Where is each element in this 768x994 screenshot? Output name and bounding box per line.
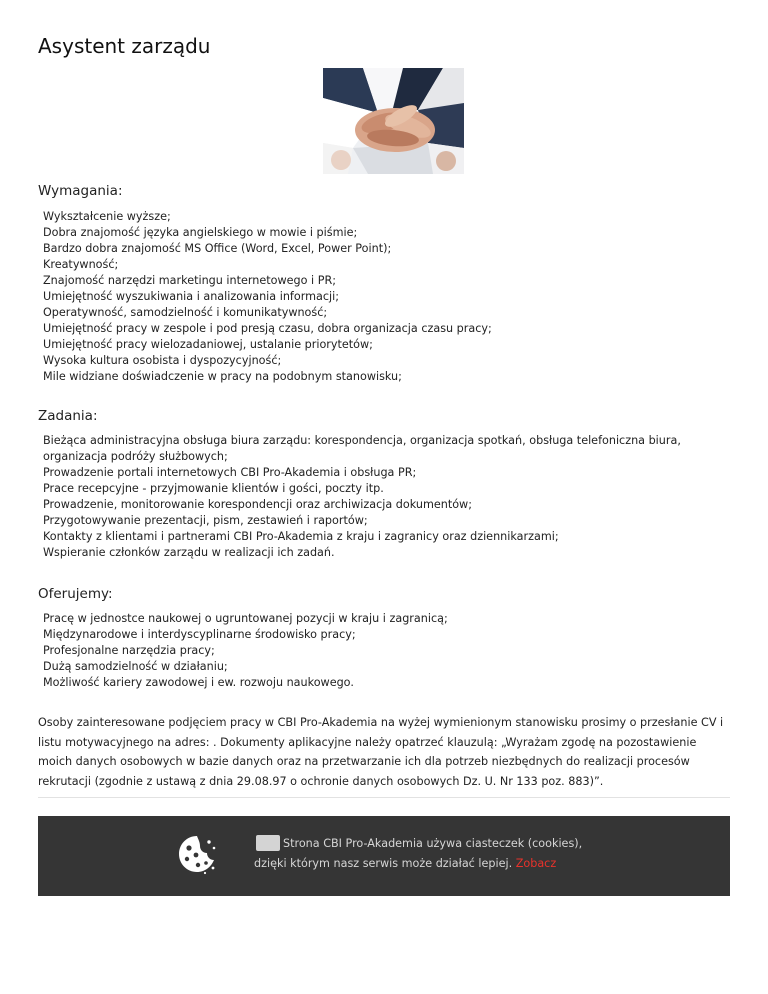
list-item: Wspieranie członków zarządu w realizacji ich zadań.	[43, 546, 335, 559]
cookie-banner	[38, 816, 730, 896]
list-item: Pracę w jednostce naukowej o ugruntowanej pozycji w kraju i zagranicą;	[43, 612, 448, 625]
list-item: Wykształcenie wyższe;	[43, 210, 171, 223]
tasks-heading: Zadania:	[38, 408, 98, 424]
list-item: Dobra znajomość języka angielskiego w mowie i piśmie;	[43, 226, 358, 239]
cookie-message-line2-text: dzięki którym nasz serwis może działać lepiej.	[254, 857, 513, 870]
list-item: Kontakty z klientami i partnerami CBI Pro-Akademia z kraju i zagranicy oraz dziennikarzami;	[43, 530, 559, 543]
team-hands-illustration	[323, 68, 464, 174]
list-item: Profesjonalne narzędzia pracy;	[43, 644, 215, 657]
list-item: Bardzo dobra znajomość MS Office (Word, Excel, Power Point);	[43, 242, 392, 255]
offer-list	[43, 611, 448, 691]
list-item: Prowadzenie portali internetowych CBI Pro-Akademia i obsługa PR;	[43, 466, 417, 479]
requirements-list	[43, 209, 492, 385]
list-item: Międzynarodowe i interdyscyplinarne środowisko pracy;	[43, 628, 356, 641]
list-item: Operatywność, samodzielność i komunikatywność;	[43, 306, 328, 319]
page-title: Asystent zarządu	[38, 34, 211, 58]
cookie-icon	[176, 833, 218, 875]
list-item: Prowadzenie, monitorowanie korespondencji oraz archiwizacja dokumentów;	[43, 498, 472, 511]
list-item: Wysoka kultura osobista i dyspozycyjność;	[43, 354, 282, 367]
application-instructions: Osoby zainteresowane podjęciem pracy w CBI Pro-Akademia na wyżej wymienionym stanowisku prosimy o przesłanie CV i listu motywacyjnego na adres: . Dokumenty aplikacyjne należy opatrzeć klauzulą: „Wyrażam zgodę na pozostawienie moich danych osobowych w bazie danych oraz na przetwarzanie ich dla potrzeb niezbędnych do realizacji procesów rekrutacji (zgodnie z ustawą z dnia 29.08.97 o ochronie danych osobowych Dz. U. Nr 133 poz. 883)”.	[38, 716, 724, 788]
list-item: Prace recepcyjne - przyjmowanie klientów i gości, poczty itp.	[43, 482, 384, 495]
cookie-message-line2	[254, 854, 582, 874]
list-item: Kreatywność;	[43, 258, 119, 271]
list-item: Znajomość narzędzi marketingu internetowego i PR;	[43, 274, 336, 287]
cookie-more-link[interactable]: Zobacz	[515, 857, 557, 870]
requirements-heading: Wymagania:	[38, 183, 123, 199]
tasks-list	[43, 433, 723, 561]
list-item: Przygotowywanie prezentacji, pism, zestawień i raportów;	[43, 514, 368, 527]
cookie-message-line1: Strona CBI Pro-Akademia używa ciasteczek (cookies),	[283, 837, 583, 850]
list-item: Umiejętność wyszukiwania i analizowania informacji;	[43, 290, 339, 303]
list-item: Dużą samodzielność w działaniu;	[43, 660, 228, 673]
offer-heading: Oferujemy:	[38, 586, 113, 602]
list-item: Umiejętność pracy wielozadaniowej, ustalanie priorytetów;	[43, 338, 373, 351]
list-item: Mile widziane doświadczenie w pracy na podobnym stanowisku;	[43, 370, 402, 383]
list-item: Możliwość kariery zawodowej i ew. rozwoju naukowego.	[43, 676, 354, 689]
list-item: Umiejętność pracy w zespole i pod presją czasu, dobra organizacja czasu pracy;	[43, 322, 492, 335]
divider	[38, 797, 730, 798]
list-item: Bieżąca administracyjna obsługa biura zarządu: korespondencja, organizacja spotkań, obsługa telefoniczna biura, organizacja podróży służbowych;	[43, 434, 681, 463]
cookie-message	[254, 834, 582, 874]
team-hands-photo	[323, 68, 464, 174]
